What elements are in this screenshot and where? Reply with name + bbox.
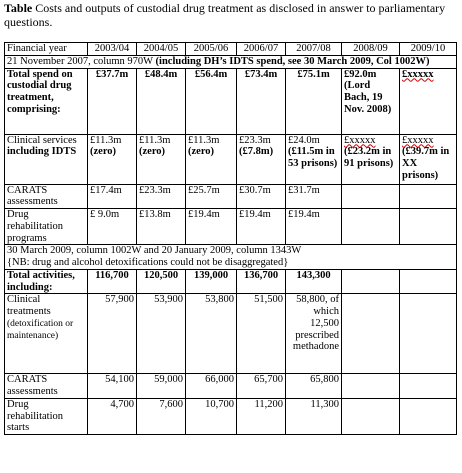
header-cell: 2009/10 [400,43,457,56]
table-cell [88,134,137,184]
table-cell: 139,000 [186,269,237,294]
table-cell: £23.3m [137,184,186,209]
table-cell [342,269,400,294]
row-label-bold: including IDTS [7,146,77,158]
cell-value: £24.0m [288,134,320,146]
cell-subvalue: (£23.2m in 91 prisons) [344,146,394,169]
table-cell: £48.4m [137,68,186,134]
table-cell [137,134,186,184]
cell-subvalue: (£7.8m) [239,146,274,158]
row-label-note: (detoxification or maintenance) [7,318,74,341]
cell-subvalue: (£11.5m in 53 prisons) [288,146,338,169]
table-cell [400,398,457,434]
header-cell: 2003/04 [88,43,137,56]
row-label: Total activities, including: [5,269,88,294]
table-caption [4,2,454,30]
table-cell: 143,300 [286,269,342,294]
table-row [5,184,457,209]
source-plain: 21 November 2007, column 970W [7,55,156,67]
cell-subvalue: (zero) [90,146,117,158]
table-cell: 116,700 [88,269,137,294]
table-cell: 59,000 [137,374,186,399]
source-line: 30 March 2009, column 1002W and 20 January 2009, column 1343W [7,245,302,257]
table-cell: £37.7m [88,68,137,134]
cell-subvalue: (zero) [139,146,166,158]
header-cell: 2004/05 [137,43,186,56]
source-row [5,55,457,68]
header-cell: Financial year [5,43,88,56]
table-cell: £92.0m (Lord Bach, 19 Nov. 2008) [342,68,400,134]
header-row [5,43,457,56]
table-row [5,134,457,184]
row-label: CARATS assessments [5,184,88,209]
drug-treatment-table [4,42,457,435]
row-label: CARATS assessments [5,374,88,399]
table-cell: 66,000 [186,374,237,399]
table-cell: £19.4m [186,209,237,245]
table-cell: 11,300 [286,398,342,434]
table-cell: 53,900 [137,294,186,374]
cell-value: £xxxxx [344,134,376,146]
table-cell: £13.8m [137,209,186,245]
row-label: Drug rehabilitation starts [5,398,88,434]
cell-value: £11.3m [139,134,171,146]
header-cell: 2006/07 [237,43,286,56]
source-note: {NB: drug and alcohol detoxifications could not be disaggregated} [7,257,289,268]
table-cell: 65,700 [237,374,286,399]
table-cell [400,134,457,184]
header-cell: 2007/08 [286,43,342,56]
placeholder-value: £xxxxx [402,68,434,80]
table-row [5,374,457,399]
header-cell: 2008/09 [342,43,400,56]
table-cell [342,134,400,184]
table-cell [342,374,400,399]
table-cell: 51,500 [237,294,286,374]
table-cell [237,134,286,184]
table-cell: £56.4m [186,68,237,134]
table-cell: £19.4m [286,209,342,245]
cell-subvalue: (zero) [188,146,215,158]
table-cell [400,209,457,245]
table-cell: 120,500 [137,269,186,294]
cell-value: £xxxxx [402,134,434,146]
table-cell [400,68,457,134]
table-cell: 54,100 [88,374,137,399]
header-cell: 2005/06 [186,43,237,56]
table-row [5,269,457,294]
row-label: Total spend on custodial drug treatment, comprising: [5,68,88,134]
cell-value: £11.3m [188,134,220,146]
table-cell: 57,900 [88,294,137,374]
table-cell: £17.4m [88,184,137,209]
table-cell: £19.4m [237,209,286,245]
table-cell: 58,800, of which 12,500 prescribed methadone [286,294,342,374]
caption-text: Costs and outputs of custodial drug treatment as disclosed in answer to parliamentary questions. [4,1,446,29]
table-cell: £30.7m [237,184,286,209]
table-cell: 7,600 [137,398,186,434]
table-cell [400,269,457,294]
table-cell [342,294,400,374]
source-cell [5,245,457,270]
table-row [5,209,457,245]
table-cell [400,374,457,399]
row-label [5,134,88,184]
table-cell: £75.1m [286,68,342,134]
table-cell [342,209,400,245]
row-label: Clinical treatments (detoxification or maintenance) [5,294,88,374]
table-cell: 53,800 [186,294,237,374]
table-cell: 11,200 [237,398,286,434]
table-cell: 4,700 [88,398,137,434]
cell-value: £11.3m [90,134,122,146]
table-cell: £31.7m [286,184,342,209]
cell-value: £23.3m [239,134,271,146]
row-label-plain: Clinical services [7,134,77,146]
table-cell [186,134,237,184]
caption-label: Table [4,1,33,15]
table-cell [400,294,457,374]
source-row [5,245,457,270]
table-row [5,398,457,434]
source-cell [5,55,457,68]
table-cell [286,134,342,184]
table-cell [342,398,400,434]
table-cell [342,184,400,209]
table-cell: £ 9.0m [88,209,137,245]
table-cell: £73.4m [237,68,286,134]
table-cell [400,184,457,209]
cell-subvalue: (£39.7m in XX prisons) [402,146,450,181]
source-bold: (including DH’s IDTS spend, see 30 March 2009, Col 1002W) [155,55,430,67]
table-row [5,294,457,374]
row-label: Drug rehabilitation programs [5,209,88,245]
table-cell: 65,800 [286,374,342,399]
table-row [5,68,457,134]
table-cell: 10,700 [186,398,237,434]
table-cell: £25.7m [186,184,237,209]
table-cell: 136,700 [237,269,286,294]
